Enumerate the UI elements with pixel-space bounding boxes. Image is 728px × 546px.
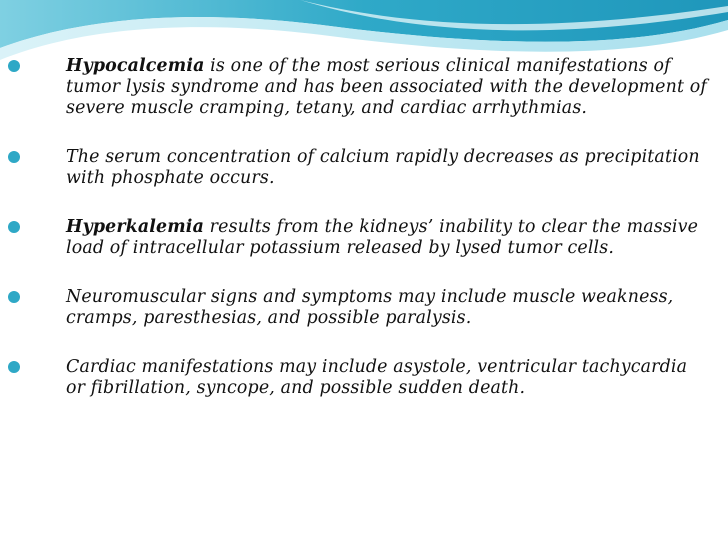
bullet-icon <box>8 221 20 233</box>
list-item <box>8 287 708 329</box>
bullet-icon <box>8 60 20 72</box>
bullet-list <box>8 56 708 427</box>
bullet-text <box>66 147 708 189</box>
bullet-text <box>66 217 708 259</box>
bullet-body: results from the kidneys’ inability to clear the massive load of intracellular potassium released by lysed tumor cells. <box>66 217 699 258</box>
bullet-body: is one of the most serious clinical manifestations of tumor lysis syndrome and has been associated with the development of severe muscle cramping, tetany, and cardiac arrhythmias. <box>66 56 707 118</box>
bullet-body: Neuromuscular signs and symptoms may include muscle weakness, cramps, paresthesias, and possible paralysis. <box>66 287 674 328</box>
bold-term: Hypocalcemia <box>66 56 205 76</box>
list-item <box>8 217 708 259</box>
list-item <box>8 357 708 399</box>
bullet-icon <box>8 151 20 163</box>
bullet-text <box>66 56 708 119</box>
list-item <box>8 56 708 119</box>
bullet-text <box>66 357 708 399</box>
bullet-body: Cardiac manifestations may include asystole, ventricular tachycardia or fibrillation, syncope, and possible sudden death. <box>66 357 688 398</box>
bullet-body: The serum concentration of calcium rapidly decreases as precipitation with phosphate occurs. <box>66 147 700 188</box>
bullet-icon <box>8 291 20 303</box>
list-item <box>8 147 708 189</box>
bold-term: Hyperkalemia <box>66 217 204 237</box>
bullet-text <box>66 287 708 329</box>
bullet-icon <box>8 361 20 373</box>
